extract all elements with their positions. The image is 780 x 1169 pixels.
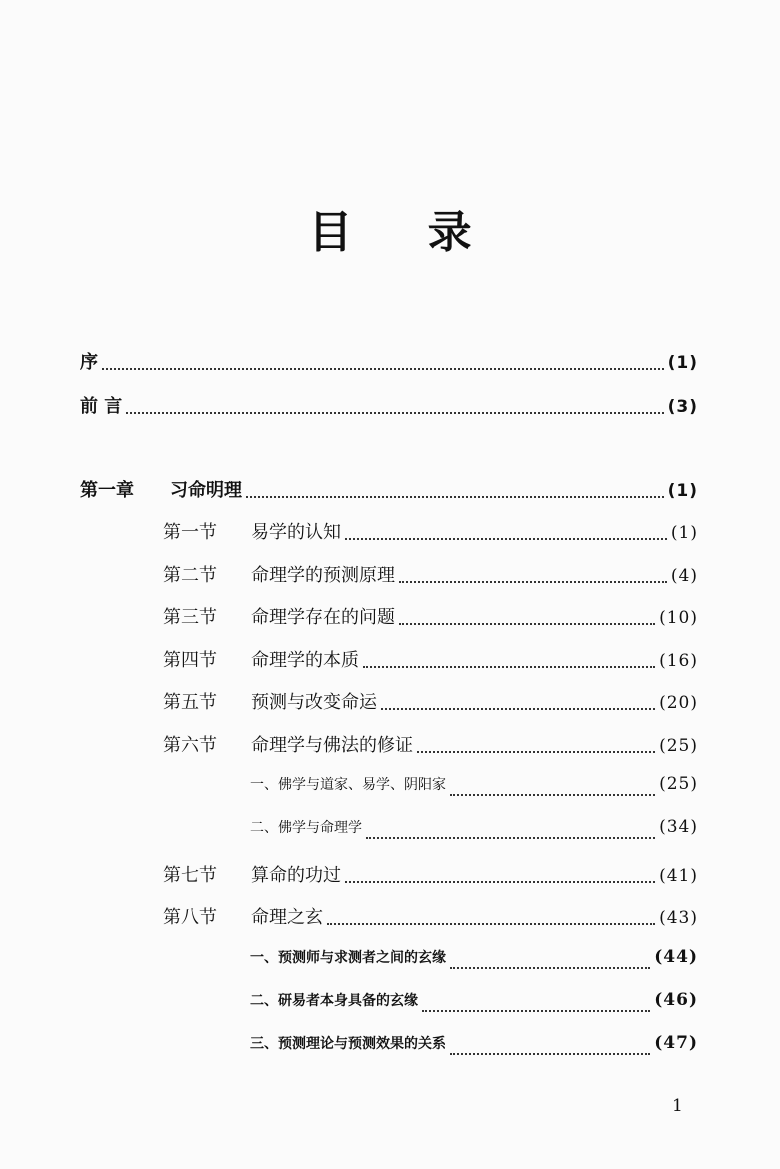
section-number: 第二节 [163, 565, 217, 586]
section-number: 第七节 [163, 865, 217, 886]
toc-subsection[interactable] [250, 774, 698, 804]
leader-dots [422, 1010, 650, 1012]
leader-dots [450, 967, 650, 969]
toc-label: 前 言 [80, 396, 123, 417]
leader-dots [417, 751, 655, 753]
toc-page: (1) [670, 523, 698, 543]
toc-section[interactable] [163, 731, 698, 761]
section-title: 易学的认知 [251, 522, 341, 543]
toc-page: (44) [654, 947, 698, 967]
subsection-title: 三、预测理论与预测效果的关系 [250, 1036, 446, 1052]
section-title: 命理之玄 [251, 907, 323, 928]
leader-dots [399, 581, 667, 583]
leader-dots [327, 923, 655, 925]
toc-page: (4) [670, 566, 698, 586]
toc-page: (43) [659, 908, 698, 928]
toc-page: (34) [659, 817, 698, 837]
toc-page: (47) [654, 1033, 698, 1053]
toc-foreword[interactable] [80, 392, 698, 422]
subsection-title: 二、研易者本身具备的玄缘 [250, 993, 418, 1009]
toc-page: (46) [654, 990, 698, 1010]
section-number: 第一节 [163, 522, 217, 543]
toc-page: (25) [659, 736, 698, 756]
toc-section[interactable] [163, 646, 698, 676]
toc-preface[interactable] [80, 348, 698, 378]
toc-page: (3) [667, 397, 698, 417]
section-number: 第四节 [163, 650, 217, 671]
toc-section[interactable] [163, 903, 698, 933]
section-number: 第五节 [163, 692, 217, 713]
section-title: 命理学的预测原理 [251, 565, 395, 586]
toc-subsection[interactable] [250, 947, 698, 977]
chapter-number: 第一章 [80, 480, 134, 501]
toc-subsection[interactable] [250, 1033, 698, 1063]
section-title: 命理学与佛法的修证 [251, 735, 413, 756]
toc-section[interactable] [163, 518, 698, 548]
section-number: 第六节 [163, 735, 217, 756]
section-title: 预测与改变命运 [251, 692, 377, 713]
toc-chapter-1[interactable] [80, 476, 698, 506]
toc-page: (1) [667, 481, 698, 501]
section-title: 命理学存在的问题 [251, 607, 395, 628]
chapter-title: 习命明理 [170, 480, 242, 501]
leader-dots [246, 496, 664, 498]
leader-dots [381, 708, 655, 710]
section-number: 第八节 [163, 907, 217, 928]
toc-section[interactable] [163, 561, 698, 591]
toc-section[interactable] [163, 688, 698, 718]
toc-section[interactable] [163, 861, 698, 891]
toc-page: (20) [659, 693, 698, 713]
page-title: 目 录 [308, 207, 502, 258]
leader-dots [345, 538, 667, 540]
toc-page: (10) [659, 608, 698, 628]
toc-page: (16) [659, 651, 698, 671]
toc-page: (25) [659, 774, 698, 794]
subsection-title: 一、佛学与道家、易学、阴阳家 [250, 777, 446, 793]
leader-dots [126, 412, 663, 414]
toc-page: (1) [667, 353, 698, 373]
toc-section[interactable] [163, 603, 698, 633]
toc-page: (41) [659, 866, 698, 886]
leader-dots [399, 623, 655, 625]
subsection-title: 二、佛学与命理学 [250, 820, 362, 836]
toc-subsection[interactable] [250, 990, 698, 1020]
leader-dots [366, 837, 655, 839]
section-title: 算命的功过 [251, 865, 341, 886]
leader-dots [345, 881, 655, 883]
leader-dots [102, 368, 664, 370]
section-title: 命理学的本质 [251, 650, 359, 671]
leader-dots [450, 794, 655, 796]
section-number: 第三节 [163, 607, 217, 628]
toc-label: 序 [80, 352, 98, 373]
leader-dots [450, 1053, 650, 1055]
page-number: 1 [672, 1096, 683, 1116]
leader-dots [363, 666, 655, 668]
subsection-title: 一、预测师与求测者之间的玄缘 [250, 950, 446, 966]
toc-subsection[interactable] [250, 817, 698, 847]
